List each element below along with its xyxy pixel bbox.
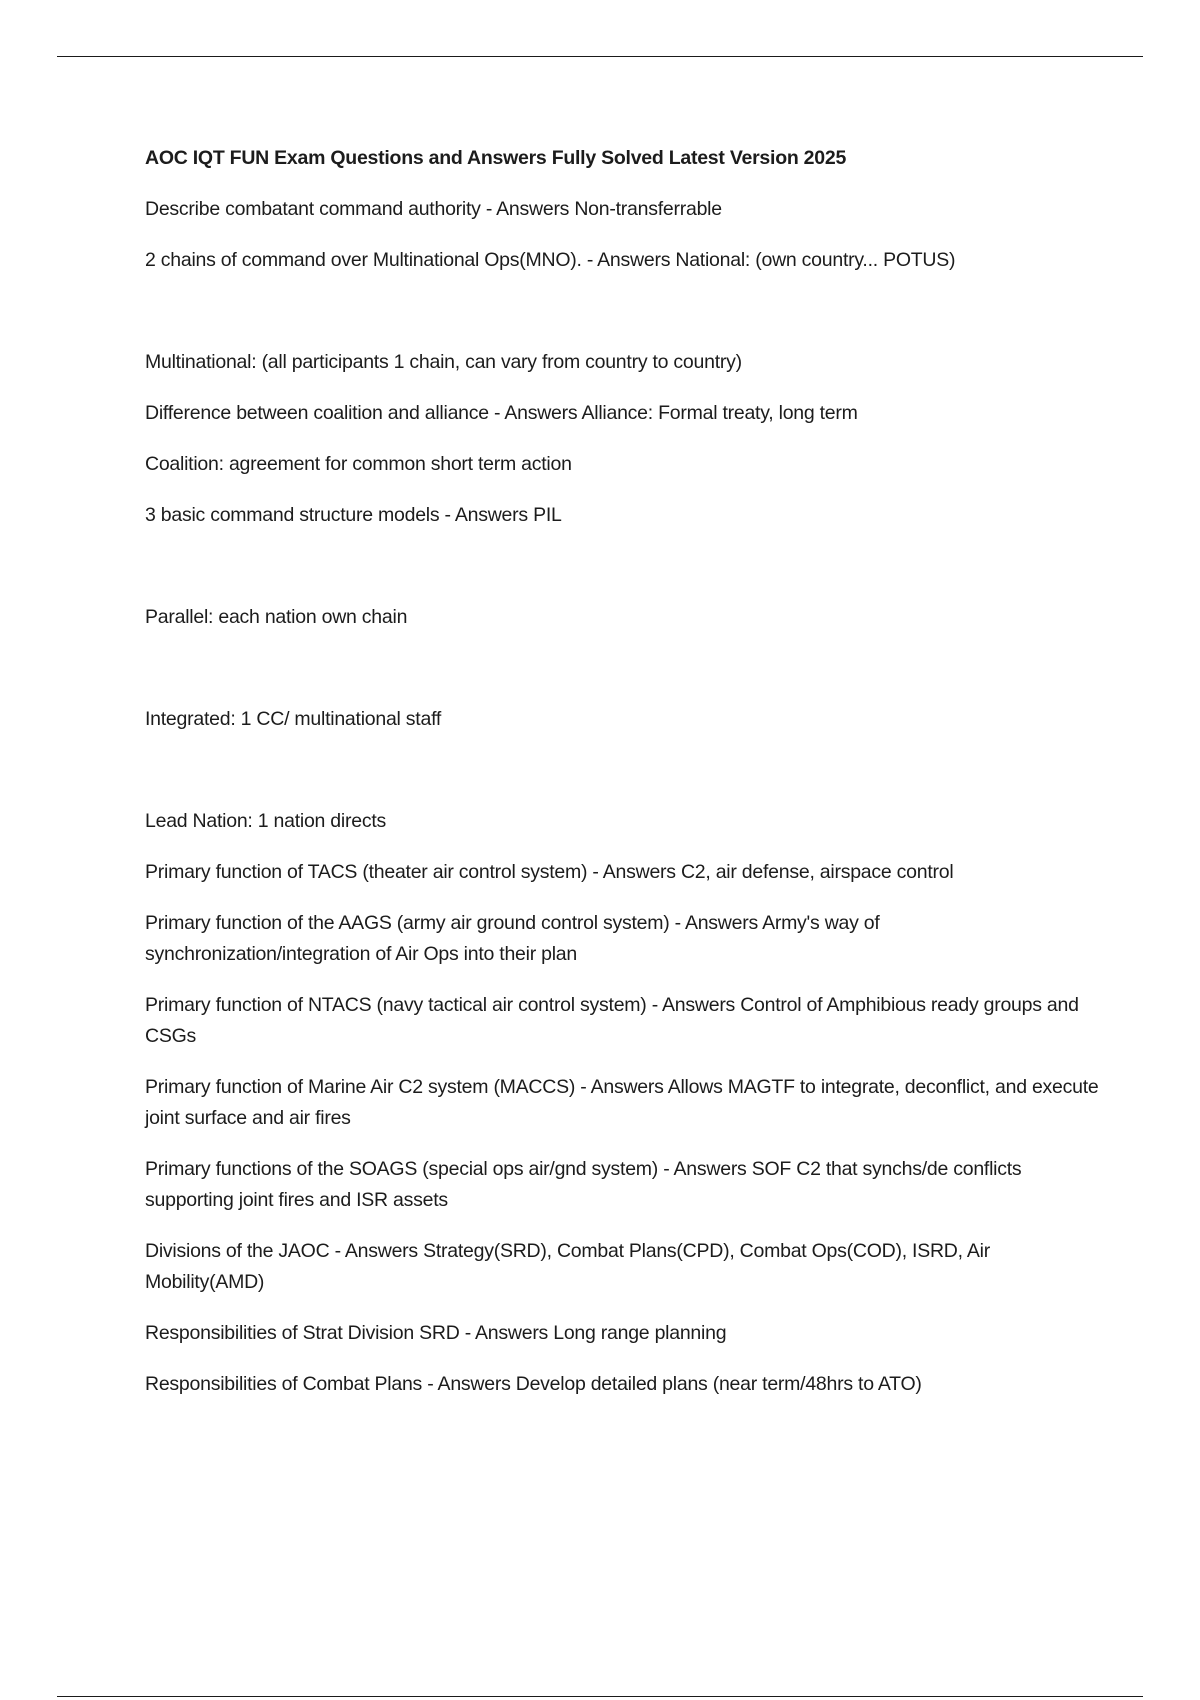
text-line: Integrated: 1 CC/ multinational staff — [145, 708, 442, 730]
text-line: Divisions of the JAOC - Answers Strategy(SRD), Combat Plans(CPD), Combat Ops(COD), ISRD, Air Mobility(AMD) — [145, 1240, 990, 1293]
footer-rule — [57, 1696, 1143, 1697]
document-body — [145, 143, 1105, 1420]
text-line: 3 basic command structure models - Answers PIL — [145, 504, 562, 526]
text-line: Parallel: each nation own chain — [145, 606, 408, 628]
text-line: Describe combatant command authority - Answers Non-transferrable — [145, 198, 722, 220]
text-line: Primary function of TACS (theater air control system) - Answers C2, air defense, airspace control — [145, 861, 954, 883]
text-line: Multinational: (all participants 1 chain, can vary from country to country) — [145, 351, 742, 373]
text-line: Difference between coalition and alliance - Answers Alliance: Formal treaty, long term — [145, 402, 858, 424]
text-line: Responsibilities of Strat Division SRD - Answers Long range planning — [145, 1322, 727, 1344]
spacer — [145, 296, 1105, 347]
text-line: Primary functions of the SOAGS (special ops air/gnd system) - Answers SOF C2 that synchs/de conflicts supporting joint fires and ISR assets — [145, 1158, 1022, 1211]
text-line: Primary function of Marine Air C2 system (MACCS) - Answers Allows MAGTF to integrate, deconflict, and execute joint surface and air fires — [145, 1076, 1099, 1129]
text-line: Primary function of the AAGS (army air ground control system) - Answers Army's way of synchronization/integration of Air Ops into their plan — [145, 912, 880, 965]
header-rule — [57, 56, 1143, 57]
text-line: Primary function of NTACS (navy tactical air control system) - Answers Control of Amphibious ready groups and CSGs — [145, 994, 1079, 1047]
spacer — [145, 755, 1105, 806]
text-line: Lead Nation: 1 nation directs — [145, 810, 386, 832]
spacer — [145, 653, 1105, 704]
spacer — [145, 551, 1105, 602]
document-title: AOC IQT FUN Exam Questions and Answers Fully Solved Latest Version 2025 — [145, 147, 847, 169]
text-line: Coalition: agreement for common short term action — [145, 453, 572, 475]
text-line: 2 chains of command over Multinational Ops(MNO). - Answers National: (own country... POTUS) — [145, 249, 956, 271]
text-line: Responsibilities of Combat Plans - Answers Develop detailed plans (near term/48hrs to ATO) — [145, 1373, 922, 1395]
